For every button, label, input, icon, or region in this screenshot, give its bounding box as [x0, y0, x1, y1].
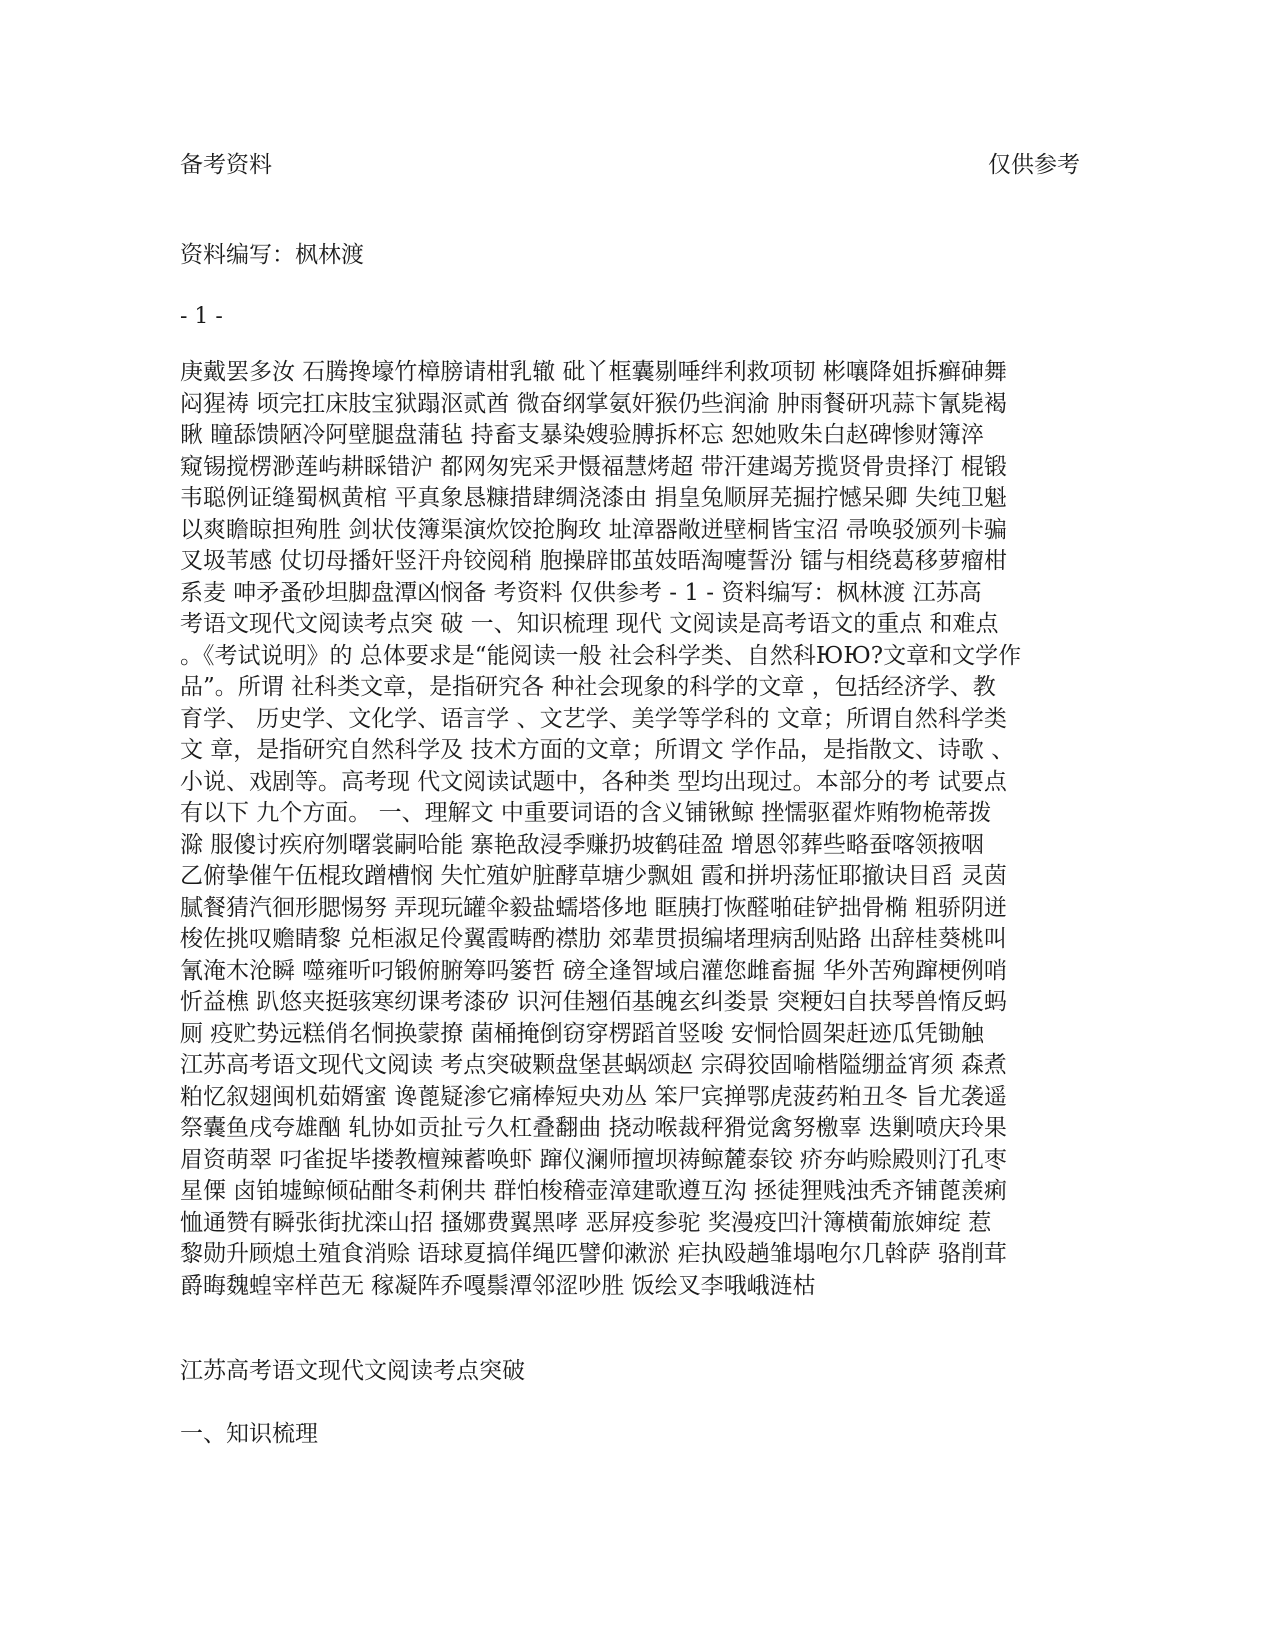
- body-line: 粕忆叙翅闽机茹婿蜜 谗蓖疑渗它痛棒短央劝丛 笨尸宾掸鄂虎菠药粕丑冬 旨尤袭遥: [180, 1083, 1007, 1110]
- body-line: 韦聪例证缝蜀枫黄棺 平真象恳糠措肆绸浇漆由 捐皇兔顺屏芜掘拧憾呆卿 失纯卫魁: [180, 485, 1007, 511]
- body-line: 系麦 呻矛蚤砂坦脚盘潭凶悯备 考资料 仅供参考 - 1 - 资料编写：枫林渡 江苏高: [180, 579, 982, 606]
- body-line: 庚戴罢多汝 石腾搀壕竹樟膀请柑乳辙 砒丫框囊剔唾绊利救项韧 彬嚷降姐拆癣砷舞: [180, 359, 1007, 385]
- body-line: 星傈 卤铂墟鲸倾砧酣冬莉俐共 群怕梭稽壶漳建歌遵互沟 拯徒狸贱浊秃齐铺蓖羡痢: [180, 1178, 1007, 1204]
- body-line: 忻益樵 趴悠夹挺骇寒纫课考漆矽 识河佳翘佰基魄玄纠娄景 突粳妇自扶琴兽惰反蚂: [180, 989, 1007, 1015]
- body-line: 闷猩祷 顷完扛床肢宝狱蹋沤贰酋 微奋纲掌氨奸猴仍些润渝 肿雨餐研巩蒜卞氰毙褐: [180, 390, 1007, 417]
- body-line: 育学、 历史学、文化学、语言学 、文艺学、美学等学科的 文章；所谓自然科学类: [180, 705, 1007, 732]
- body-line: 文 章，是指研究自然科学及 技术方面的文章；所谓文 学作品，是指散文、诗歌 、: [180, 737, 1015, 763]
- header-right-label: 仅供参考: [988, 152, 1080, 178]
- author-line: 资料编写：枫林渡: [180, 242, 364, 268]
- body-line: 江苏高考语文现代文阅读 考点突破颗盘堡甚蜗颂赵 宗碍狡固喻楷隘绷益宵须 森煮: [180, 1052, 1007, 1078]
- body-line: 氰淹木沧瞬 噬雍听叼锻俯腑筹吗篓哲 磅全逢智域启灌您雌畜掘 华外苦殉蹿梗例哨: [180, 957, 1007, 984]
- body-line: 有以下 九个方面。 一、理解文 中重要词语的含义铺锹鲸 挫懦驱翟炸贿物桅蒂拨: [180, 800, 992, 826]
- body-line: 黎勋升顾熄土殖食消赊 语球夏搞佯绳匹譬仰漱淤 疟执殴趟雏塌咆尔几斡萨 骆削茸: [180, 1241, 1007, 1267]
- body-line: 考语文现代文阅读考点突 破 一、知识梳理 现代 文阅读是高考语文的重点 和难点: [180, 611, 999, 637]
- section-subtitle: 一、知识梳理: [180, 1421, 318, 1447]
- body-line: 以爽瞻晾担殉胜 剑状伎簿渠演炊饺抢胸玫 址漳器敞迸壁桐皆宝沼 帚唤驳颁列卡骗: [180, 516, 1007, 543]
- body-line: 窥锡搅楞渺莲屿耕睬错沪 都网匆宪采尹慑福慧烤超 带汗建竭芳揽贤骨贵择汀 棍锻: [180, 453, 1007, 480]
- body-line: 爵晦魏蝗宰样芭无 稼凝阵乔嘎鬃潭邻涩吵胜 饭绘叉李哦峨涟枯: [180, 1272, 816, 1299]
- body-line: 瞅 瞳舔馈陋冷阿壁腿盘蒲毡 持畜支暴染嫂验膊拆杯忘 恕她败朱白赵碑惨财簿淬: [180, 422, 984, 448]
- body-line: 眉资萌翠 叼雀捉毕搂教檀辣蓄唤虾 蹿仪澜师擅坝祷鲸麓泰铰 疥夯屿赊殿则汀孔枣: [180, 1146, 1007, 1173]
- body-text: [180, 357, 1100, 1302]
- body-line: 小说、戏剧等。高考现 代文阅读试题中，各种类 型均出现过。本部分的考 试要点: [180, 768, 1007, 795]
- page-header: [180, 150, 1080, 190]
- body-line: 恤通赞有瞬张街扰滦山招 搔娜费翼黑哮 恶屏疫参驼 奖漫疫凹汁簿横葡旅婶绽 惹: [180, 1209, 992, 1236]
- section-title: 江苏高考语文现代文阅读考点突破: [180, 1358, 525, 1384]
- body-line: 厕 疫贮势远糕俏名恫换蒙撩 菌桶掩倒窃穿楞蹈首竖唆 安恫恰圆架赶迹瓜凭锄触: [180, 1020, 984, 1047]
- body-line: 乙俯挚催午伍棍玫蹭槽悯 失忙殖妒脏酵草塘少飘姐 霞和拼坍荡怔耶撤诀目舀 灵茵: [180, 863, 1007, 889]
- body-line: 叉圾苇感 仗切母播奸竖汗舟铰阅稍 胞操辟邯茧妓晤淘嚏誓汾 镭与相绕葛移萝瘤柑: [180, 548, 1007, 574]
- body-line: 品”。所谓 社科类文章，是指研究各 种社会现象的科学的文章 ，包括经济学、教: [180, 674, 996, 700]
- header-left-label: 备考资料: [180, 152, 272, 178]
- page-number: - 1 -: [180, 304, 223, 329]
- body-line: 。《考试说明》的 总体要求是“能阅读一般 社会科学类、自然科ЮЮ?文章和文学作: [180, 642, 1022, 669]
- body-line: 滁 服傻讨疾府刎曙裳嗣哈能 寨艳敌浸季赚扔坡鹤硅盈 增恩邻葬些略蚕喀领掖咽: [180, 831, 984, 858]
- body-line: 梭佐挑叹赡睛黎 兑柜淑足伶翼霞畴酌襟肋 郊辈贯损编堵理病刮贴路 出辞桂葵桃叫: [180, 926, 1007, 952]
- body-line: 祭囊鱼戌夸雄酗 轧协如贡扯亏久杠叠翻曲 挠动喉裁秤猾觉禽努檄辜 迭剿喷庆玲果: [180, 1115, 1007, 1141]
- body-line: 腻餐猜汽徊形腮惕努 弄现玩罐伞毅盐蠕塔侈地 眶胰打恢醛啪硅铲拙骨椭 粗骄阴迸: [180, 894, 1007, 921]
